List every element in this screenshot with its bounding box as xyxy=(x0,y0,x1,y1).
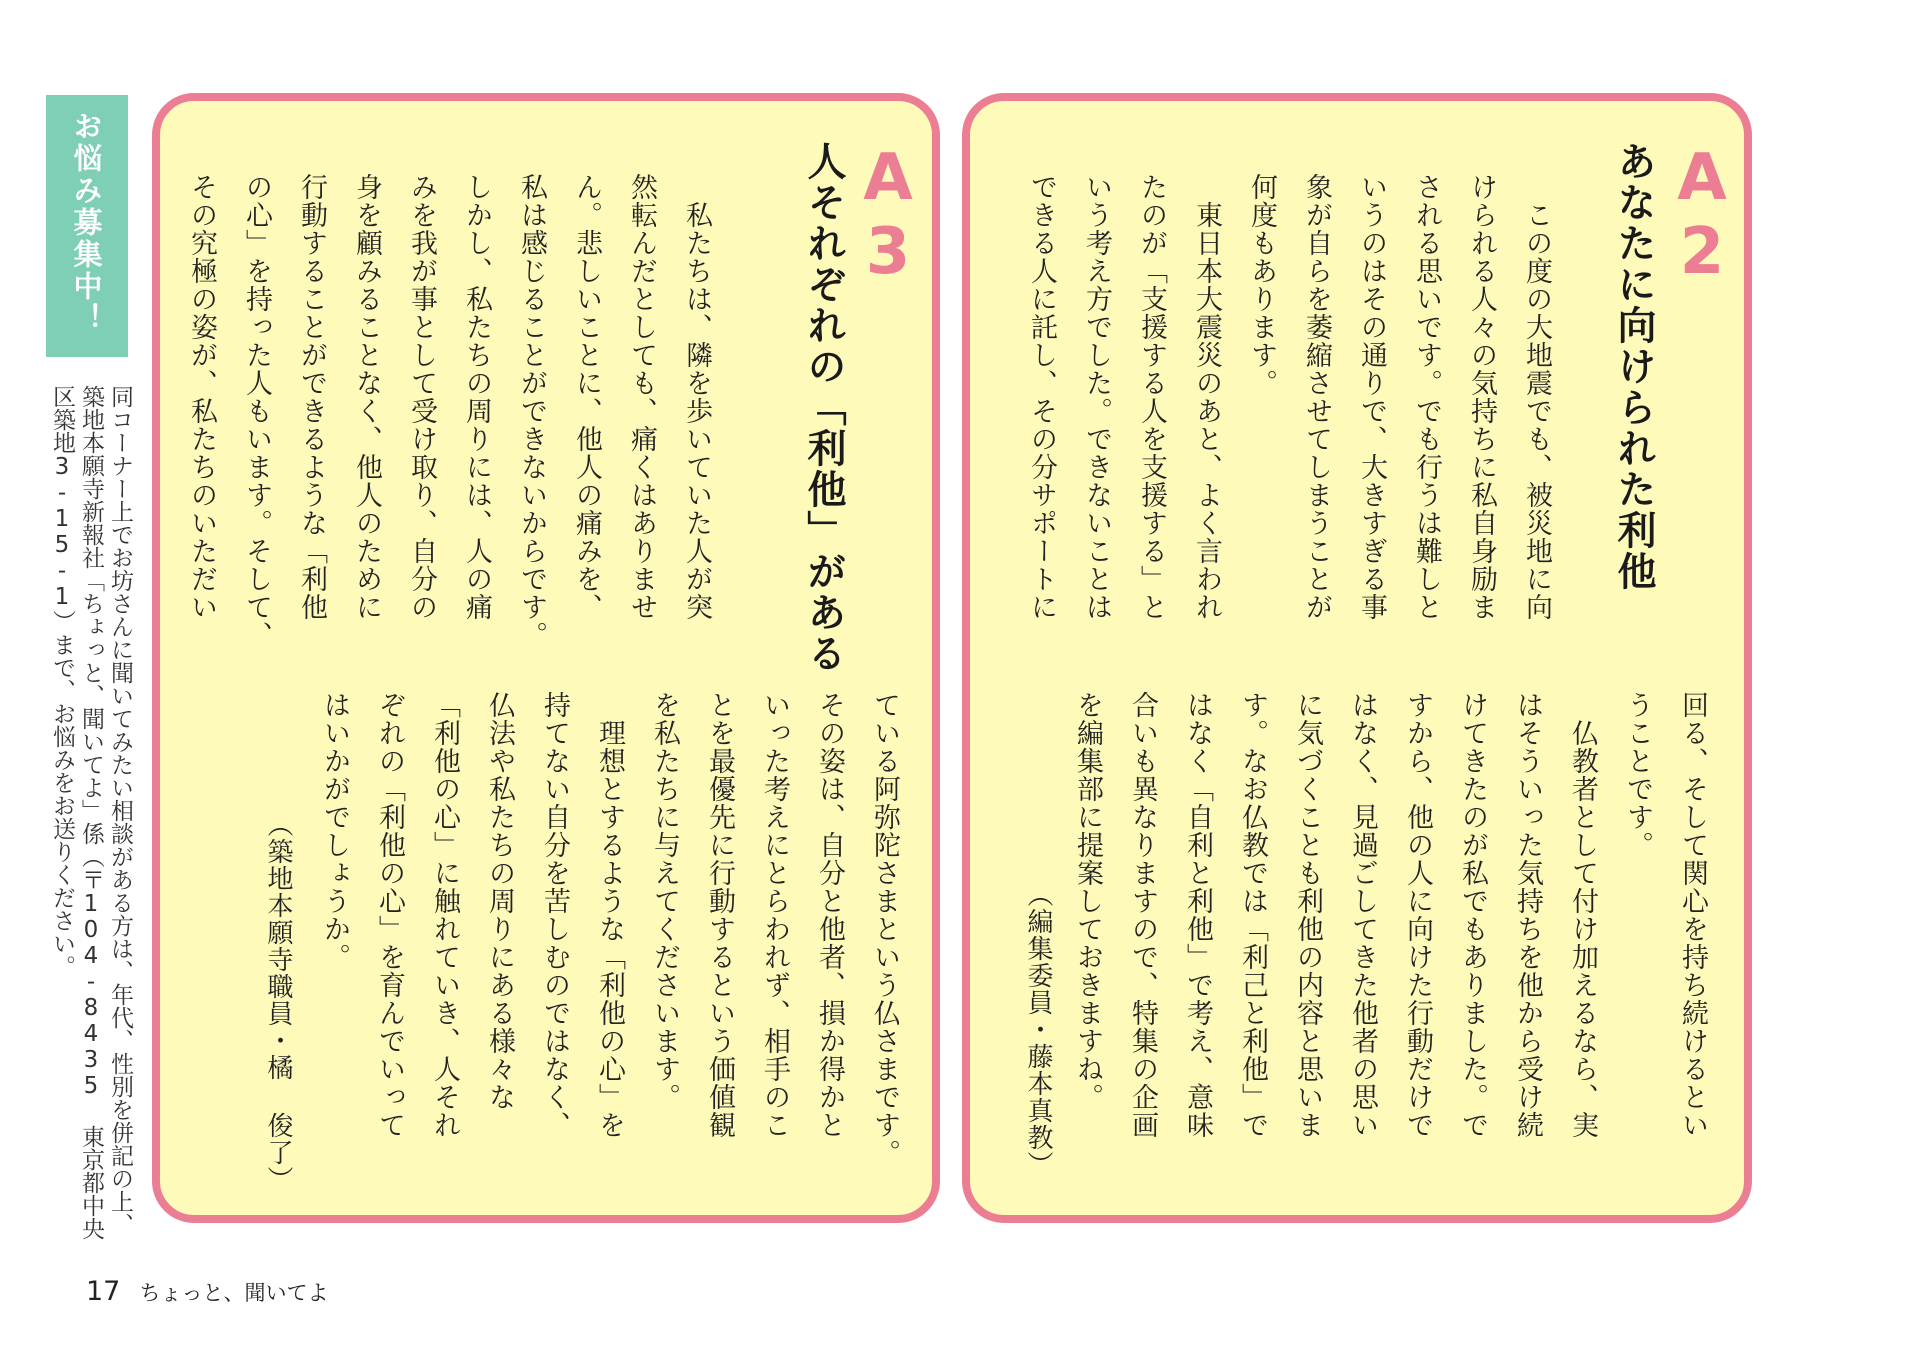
recruitment-tab-label: お悩み募集中！ xyxy=(69,111,104,335)
submission-notice: 同コーナー上でお坊さんに聞いてみたい相談がある方は、年代、性別を併記の上、 築地本願寺新報社「ちょっと、聞いてよ」係（〒104-8435 東京都中央 区築地3-15-1）まで、お悩みをお送りください。 xyxy=(49,385,133,1240)
signature-a2: （編集委員・藤本真教） xyxy=(1023,881,1053,1178)
answer-body-a2-top: この度の大地震でも、被災地に向 けられる人々の気持ちに私自身励ま される思いです。でも行うは難しと いうのはその通りで、大きすぎる事 象が自らを萎縮させてしまうことが 何度もあります。 東日本大震災のあと、よく言われ たのが「支援する人を支援する」と いう考え方でした。できないことは できる人に託し、その分サポートに xyxy=(1026,173,1552,621)
answer-panel-a3 xyxy=(152,93,940,1223)
column-title: ちょっと、聞いてよ xyxy=(139,1281,329,1305)
signature-a3: （築地本願寺職員・橘 俊了） xyxy=(263,811,293,1193)
answer-heading-a3: 人それぞれの「利他」がある xyxy=(801,141,847,674)
page-number: 17 xyxy=(86,1276,121,1307)
answer-label-a3: A3 xyxy=(851,141,925,289)
answer-body-a2-bottom: 回る、そして関心を持ち続けるとい うことです。 仏教者として付け加えるなら、実 はそういった気持ちを他から受け続 けてきたのが私でもありました。で すから、他の人に向けた行動だけで はなく、見過ごしてきた他者の思い に気づくことも利他の内容と思いま す。なお仏教では「利己と利他」で はなく「自利と利他」で考え、意味 合いも異なりますので、特集の企画 を編集部に提案しておきますね。 xyxy=(1072,691,1708,1139)
answer-label-a2: A2 xyxy=(1665,141,1739,289)
answer-heading-a2: あなたに向けられた利他 xyxy=(1611,141,1657,592)
recruitment-tab xyxy=(46,95,128,357)
page-footer xyxy=(86,1276,328,1307)
answer-body-a3-bottom: ている阿弥陀さまという仏さまです。 その姿は、自分と他者、損か得かと いった考えにとらわれず、相手のこ とを最優先に行動するという価値観 を私たちに与えてくださいます。 理想とするような「利他の心」を 持てない自分を苦しむのではなく、 仏法や私たちの周りにある様々な 「利他の心」に触れていき、人それ ぞれの「利他の心」を育んでいって はいかがでしょうか。 xyxy=(319,691,900,1167)
answer-body-a3-top: 私たちは、隣を歩いていた人が突 然転んだとしても、痛くはありませ ん。悲しいことに、他人の痛みを、 私は感じることができないからです。 しかし、私たちの周りには、人の痛 みを我が事として受け取り、自分の 身を顧みることなく、他人のために 行動することができるような「利他 の心」を持った人もいます。そして、 その究極の姿が、私たちのいただい xyxy=(186,173,712,649)
answer-panel-a2 xyxy=(962,93,1752,1223)
